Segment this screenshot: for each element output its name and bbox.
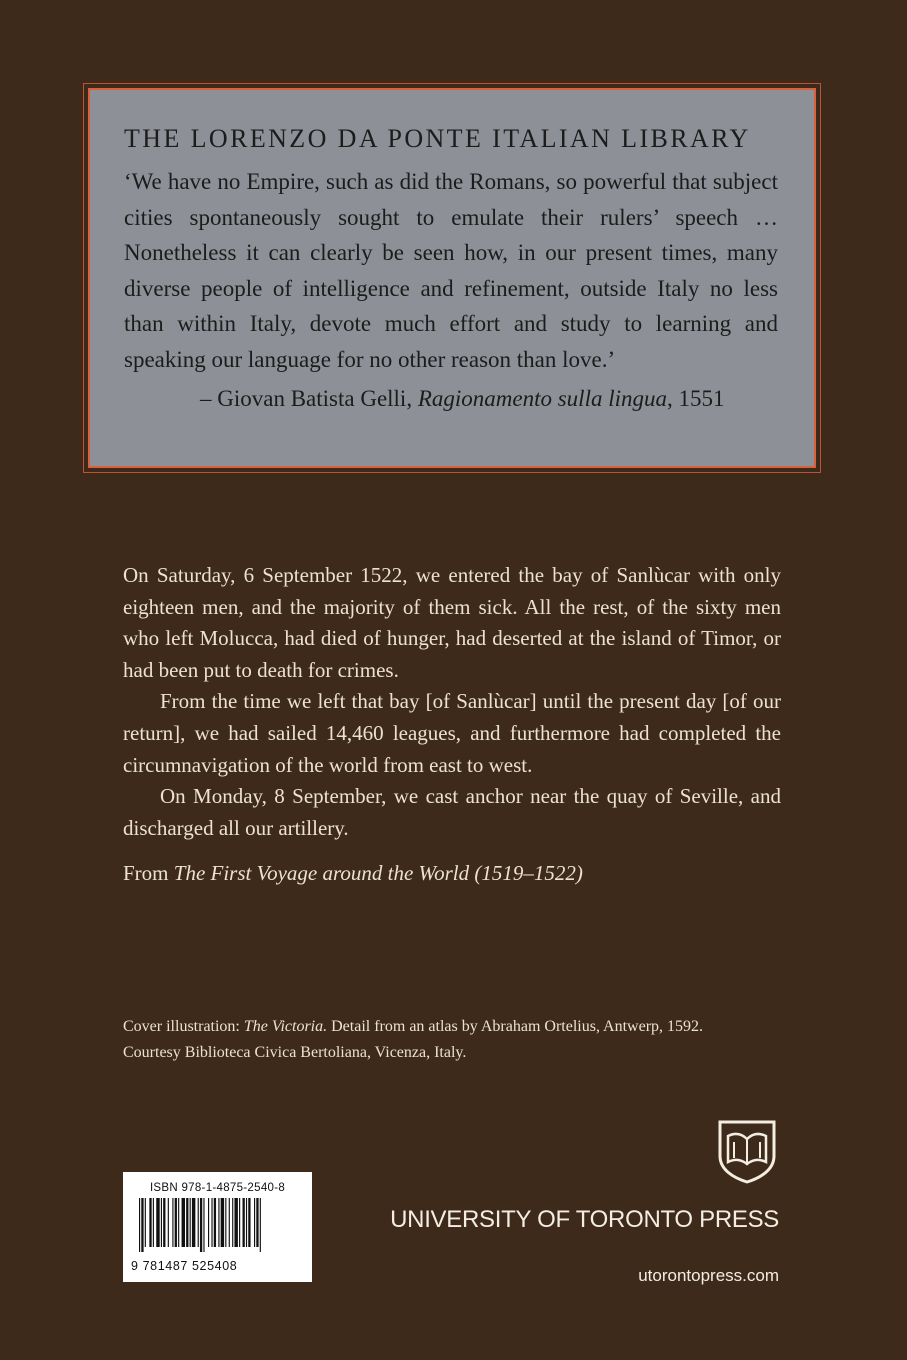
barcode-bar [149, 1198, 151, 1247]
barcode-bar [260, 1198, 261, 1252]
barcode-bar [218, 1198, 219, 1247]
barcode-bar [256, 1198, 258, 1247]
barcode-bar [248, 1198, 250, 1247]
barcode-bar [175, 1198, 177, 1247]
book-excerpt [123, 560, 781, 890]
source-title: The First Voyage around the World (1519–1522) [173, 861, 583, 886]
library-quote-box [88, 88, 816, 468]
barcode-bar [239, 1198, 240, 1247]
barcode-digits: 9 781487 525408 [131, 1259, 238, 1273]
barcode-bar [153, 1198, 154, 1247]
credit-detail: Detail from an atlas by Abraham Ortelius, Antwerp, 1592. [331, 1018, 704, 1035]
barcode-bar [203, 1198, 204, 1252]
publisher-name: UNIVERSITY OF TORONTO PRESS [390, 1206, 779, 1233]
excerpt-source [123, 858, 781, 890]
barcode-bar [221, 1198, 224, 1247]
isbn-barcode [123, 1172, 312, 1282]
publisher-logo [716, 1118, 778, 1189]
barcode-bar [232, 1198, 233, 1247]
barcode-bar [192, 1198, 195, 1247]
gelli-quote: ‘We have no Empire, such as did the Romans, so powerful that subject cities spontaneously sought to emulate their rulers’ speech … Nonetheless it can clearly be seen how, in our present times, many diverse people of intelligence and refinement, outside Italy no less than within Italy, devote much effort and study to learning and speaking our language for no other reason than love.’ [124, 169, 778, 372]
barcode-bar [208, 1198, 209, 1247]
barcode-bar [254, 1198, 255, 1247]
barcode-bar [139, 1198, 140, 1252]
barcode-bar [229, 1198, 230, 1247]
barcode-bar [145, 1198, 146, 1247]
series-title: THE LORENZO DA PONTE ITALIAN LIBRARY [124, 124, 751, 153]
excerpt-paragraph-3: On Monday, 8 September, we cast anchor near the quay of Seville, and discharged all our artillery. [123, 784, 781, 840]
barcode-bar [214, 1198, 216, 1247]
barcode-bar [168, 1198, 169, 1247]
open-book-shield-icon [716, 1118, 778, 1184]
barcode-bar [156, 1198, 159, 1247]
barcode-bar [163, 1198, 165, 1247]
attribution-year: , 1551 [667, 386, 725, 411]
barcode-bar [200, 1198, 202, 1252]
barcode-bar [211, 1198, 212, 1247]
source-prefix: From [123, 861, 169, 886]
barcode-bar [161, 1198, 162, 1247]
quote-attribution [200, 382, 778, 416]
attribution-author: – Giovan Batista Gelli, [200, 386, 413, 411]
barcode-bar [243, 1198, 245, 1247]
excerpt-paragraph-1: On Saturday, 6 September 1522, we entered the bay of Sanlùcar with only eighteen men, and the majority of them sick. All the rest, of the sixty men who left Molucca, had died of hunger, had deserted at the island of Timor, or had been put to death for crimes. [123, 563, 781, 682]
excerpt-paragraph-2: From the time we left that bay [of Sanlùcar] until the present day [of our return], we had sailed 14,460 leagues, and furthermore had completed the circumnavigation of the world from east to west. [123, 689, 781, 777]
barcode-bar [225, 1198, 226, 1247]
credit-courtesy: Courtesy Biblioteca Civica Bertoliana, Vicenza, Italy. [123, 1044, 467, 1061]
barcode-bar [246, 1198, 247, 1247]
credit-line-1 [123, 1014, 823, 1040]
attribution-work: Ragionamento sulla lingua [417, 386, 667, 411]
barcode-bar [172, 1198, 173, 1247]
barcode-bar [178, 1198, 179, 1247]
barcode-bar [234, 1198, 237, 1247]
credit-prefix: Cover illustration: [123, 1018, 240, 1035]
cover-credit [123, 1014, 823, 1066]
barcode-bar [190, 1198, 191, 1247]
credit-title: The Victoria. [243, 1018, 328, 1035]
publisher-url[interactable]: utorontopress.com [638, 1266, 779, 1285]
isbn-label: ISBN 978-1-4875-2540-8 [149, 1182, 286, 1194]
barcode-bar [141, 1198, 143, 1252]
barcode-bar [198, 1198, 199, 1247]
barcode-bar [182, 1198, 185, 1247]
barcode-bars [131, 1198, 304, 1252]
barcode-bar [186, 1198, 188, 1247]
